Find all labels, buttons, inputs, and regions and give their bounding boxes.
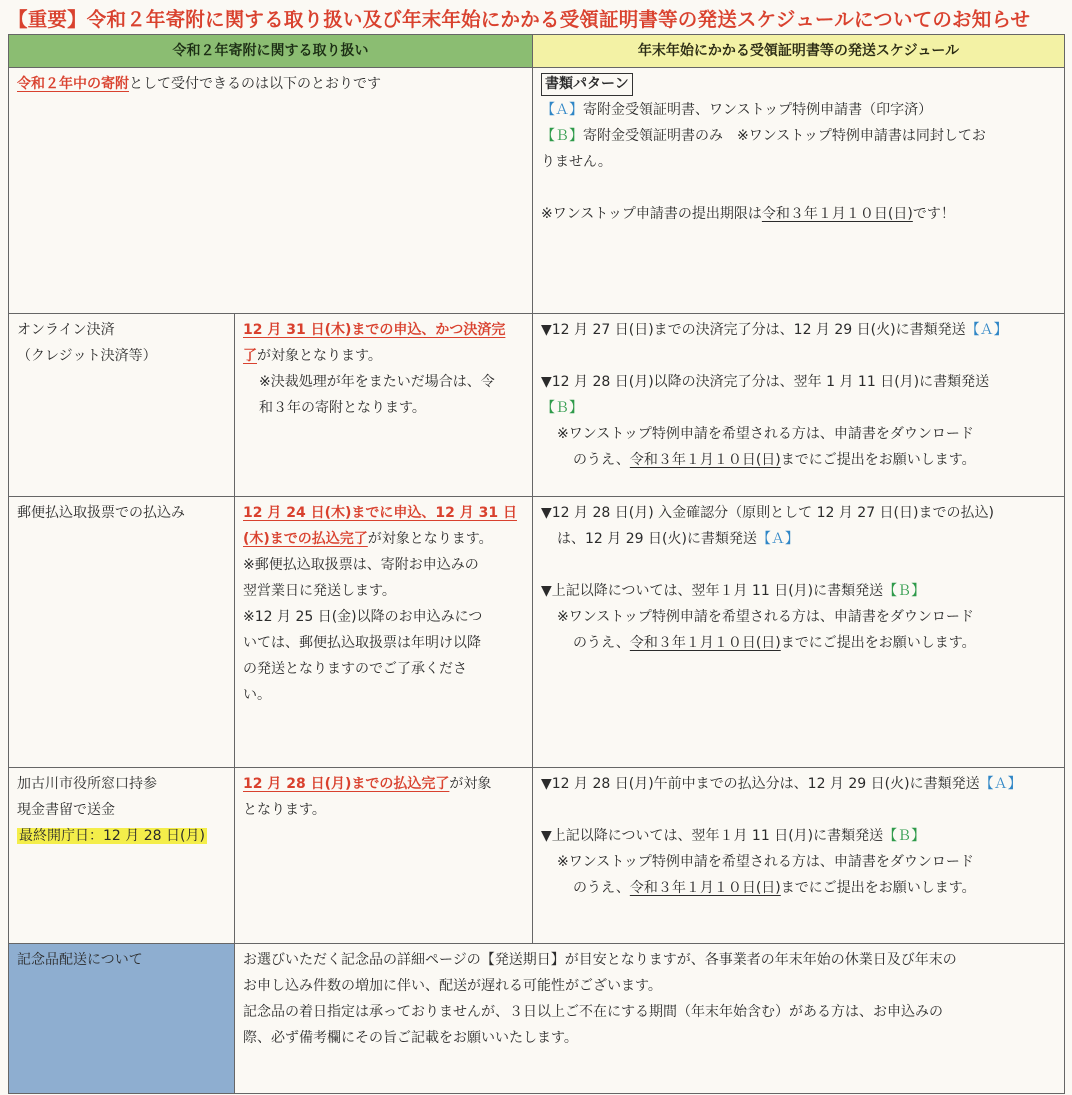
deadline-post: です！ [912, 206, 955, 222]
online-ws-1: ※ワンストップ特例申請を希望される方は、申請書をダウンロード [557, 426, 974, 442]
counter-schedule-cell [533, 768, 1065, 944]
postal-ws-2-post: までにご提出をお願いします。 [780, 635, 976, 651]
postal-note-5: の発送となりますのでご了承くださ [243, 661, 467, 677]
pattern-a-text: 寄附金受領証明書、ワンストップ特例申請書（印字済） [583, 102, 933, 118]
intro-right-cell [533, 68, 1065, 314]
counter-s1-tag: 【Ａ】 [979, 776, 1022, 792]
counter-ws-2-pre: のうえ、 [573, 880, 630, 896]
counter-ws-1: ※ワンストップ特例申請を希望される方は、申請書をダウンロード [557, 854, 974, 870]
gift-label: 記念品配送について [17, 952, 143, 968]
online-label-sub: （クレジット決済等） [17, 348, 157, 364]
pattern-b-tag: 【Ｂ】 [541, 128, 583, 144]
counter-s2: ▼上記以降については、翌年１月 11 日(月)に書類発送 [541, 828, 884, 844]
postal-s2-tag: 【Ｂ】 [883, 583, 926, 599]
counter-label-cell [9, 768, 235, 944]
counter-cond-rest-cont: となります。 [243, 802, 326, 818]
postal-label: 郵便払込取扱票での払込み [17, 505, 185, 521]
online-row [9, 314, 1065, 497]
online-cond-rest: が対象となります。 [257, 348, 382, 364]
counter-s2-tag: 【Ｂ】 [883, 828, 926, 844]
online-s1-tag: 【Ａ】 [965, 322, 1008, 338]
postal-s1: ▼12 月 28 日(月) 入金確認分（原則として 12 月 27 日(日)までの払込) [541, 505, 994, 521]
online-note-2: 和３年の寄附となります。 [259, 400, 426, 416]
pattern-b-text: 寄附金受領証明書のみ ※ワンストップ特例申請書は同封してお [583, 128, 986, 144]
counter-ws-2-post: までにご提出をお願いします。 [780, 880, 976, 896]
intro-row [9, 68, 1065, 314]
online-ws-2-pre: のうえ、 [573, 452, 630, 468]
pattern-a-tag: 【Ａ】 [541, 102, 583, 118]
online-ws-date: 令和３年１月１０日(日) [629, 452, 781, 468]
postal-ws-1: ※ワンストップ特例申請を希望される方は、申請書をダウンロード [557, 609, 974, 625]
online-cond-red-cont: 了 [243, 348, 257, 364]
gift-row [9, 944, 1065, 1094]
postal-ws-date: 令和３年１月１０日(日) [629, 635, 781, 651]
online-s2: ▼12 月 28 日(月)以降の決済完了分は、翌年 1 月 11 日(月)に書類発送 [541, 374, 990, 390]
intro-left-cell [9, 68, 533, 314]
counter-row [9, 768, 1065, 944]
gift-text-cell [235, 944, 1065, 1094]
postal-s1-tag: 【Ａ】 [756, 531, 799, 547]
gift-line-1: お選びいただく記念品の詳細ページの【発送期日】が目安となりますが、各事業者の年末年始の休業日及び年末の [243, 952, 957, 968]
online-cond-red: 12 月 31 日(木)までの申込、かつ決済完 [243, 322, 506, 338]
online-label: オンライン決済 [17, 322, 115, 338]
postal-note-4: いては、郵便払込取扱票は年明け以降 [243, 635, 481, 651]
online-s1: ▼12 月 27 日(日)までの決済完了分は、12 月 29 日(火)に書類発送 [541, 322, 966, 338]
schedule-table [8, 34, 1065, 1094]
postal-label-cell [9, 497, 235, 768]
online-note-1: ※決裁処理が年をまたいだ場合は、令 [259, 374, 495, 390]
gift-label-cell [9, 944, 235, 1094]
gift-line-4: 際、必ず備考欄にその旨ご記載をお願いいたします。 [243, 1030, 578, 1046]
header-row [9, 35, 1065, 68]
deadline-pre: ※ワンストップ申請書の提出期限は [541, 206, 762, 222]
online-schedule-cell [533, 314, 1065, 497]
header-left: 令和２年寄附に関する取り扱い [9, 35, 533, 68]
online-ws-2-post: までにご提出をお願いします。 [780, 452, 976, 468]
postal-s1-cont: は、12 月 29 日(火)に書類発送 [557, 531, 757, 547]
counter-ws-date: 令和３年１月１０日(日) [629, 880, 781, 896]
postal-s2: ▼上記以降については、翌年１月 11 日(月)に書類発送 [541, 583, 884, 599]
intro-rest-text: として受付できるのは以下のとおりです [129, 76, 381, 92]
postal-note-6: い。 [243, 687, 271, 703]
online-label-cell [9, 314, 235, 497]
last-day-highlight: 最終開庁日：12 月 28 日(月) [19, 828, 205, 844]
header-right: 年末年始にかかる受領証明書等の発送スケジュール [533, 35, 1065, 68]
counter-cond-rest: が対象 [449, 776, 492, 792]
counter-s1: ▼12 月 28 日(月)午前中までの払込分は、12 月 29 日(火)に書類発送 [541, 776, 980, 792]
deadline-date: 令和３年１月１０日(日) [761, 206, 913, 222]
online-s2-tag: 【Ｂ】 [541, 400, 583, 416]
intro-red-text: 令和２年中の寄附 [17, 76, 129, 92]
counter-label-sub: 現金書留で送金 [17, 802, 115, 818]
postal-row [9, 497, 1065, 768]
counter-label: 加古川市役所窓口持参 [17, 776, 157, 792]
pattern-b-text-cont: りません。 [541, 154, 612, 170]
postal-note-2: 翌営業日に発送します。 [243, 583, 396, 599]
postal-condition-cell [235, 497, 533, 768]
counter-condition-cell [235, 768, 533, 944]
postal-schedule-cell [533, 497, 1065, 768]
online-condition-cell [235, 314, 533, 497]
postal-note-1: ※郵便払込取扱票は、寄附お申込みの [243, 557, 479, 573]
gift-line-3: 記念品の着日指定は承っておりませんが、３日以上ご不在にする期間（年末年始含む）がある方は、お申込みの [243, 1004, 943, 1020]
counter-cond-red: 12 月 28 日(月)までの払込完了 [243, 776, 450, 792]
page-title: 【重要】令和２年寄附に関する取り扱い及び年末年始にかかる受領証明書等の発送スケジュールについてのお知らせ [8, 8, 1031, 31]
postal-ws-2-pre: のうえ、 [573, 635, 630, 651]
postal-cond-red-cont: (木)までの払込完了 [243, 531, 368, 547]
postal-cond-red: 12 月 24 日(木)までに申込、12 月 31 日 [243, 505, 517, 521]
postal-note-3: ※12 月 25 日(金)以降のお申込みにつ [243, 609, 483, 625]
postal-cond-rest: が対象となります。 [367, 531, 493, 547]
patterns-label: 書類パターン [541, 73, 633, 96]
gift-line-2: お申し込み件数の増加に伴い、配送が遅れる可能性がございます。 [243, 978, 662, 994]
